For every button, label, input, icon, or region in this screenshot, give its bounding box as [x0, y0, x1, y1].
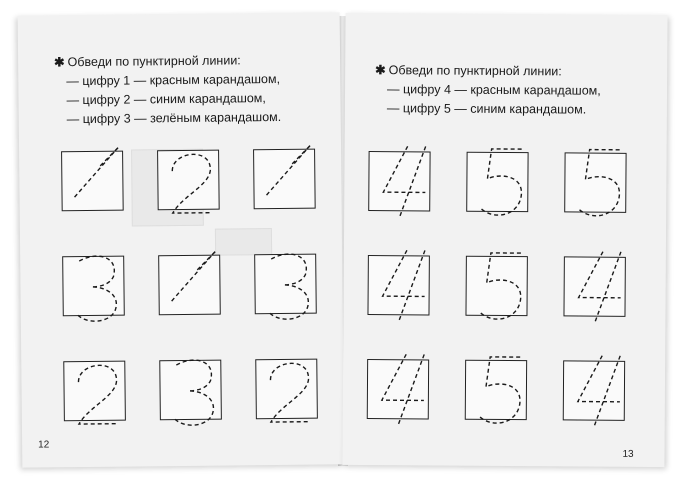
- dashed-stroke: [481, 149, 522, 215]
- page-number: 13: [622, 448, 634, 460]
- dashed-stroke: [174, 360, 213, 425]
- trace-digit-cell-2: [255, 359, 318, 420]
- trace-digit-cell-2: [157, 150, 220, 211]
- dashed-stroke: [578, 356, 620, 402]
- dashed-digit-1[interactable]: [248, 139, 329, 224]
- dashed-stroke: [266, 146, 311, 195]
- star-bullet-icon: ✱: [54, 55, 65, 70]
- trace-digit-cell-4: [563, 256, 625, 316]
- trace-digit-cell-3: [159, 360, 222, 421]
- left-digit-grid: [18, 12, 340, 15]
- instruction-line: — цифру 4 — красным карандашом,: [387, 82, 601, 98]
- dashed-digit-5[interactable]: [461, 143, 542, 228]
- right-page: [342, 13, 667, 467]
- dashed-digit-4[interactable]: [362, 350, 443, 435]
- instruction-line: — цифру 1 — красным карандашом,: [66, 71, 281, 89]
- dashed-stroke: [270, 363, 309, 422]
- trace-digit-cell-5: [564, 152, 626, 212]
- dashed-stroke: [383, 250, 425, 296]
- dashed-digit-2[interactable]: [58, 351, 139, 436]
- right-digit-grid: [346, 13, 668, 15]
- dashed-digit-3[interactable]: [154, 350, 235, 435]
- page-number: 12: [38, 439, 50, 451]
- dashed-digit-5[interactable]: [460, 247, 541, 332]
- left-instructions: [54, 51, 281, 129]
- dashed-digit-4[interactable]: [558, 351, 639, 436]
- instruction-title: ✱ Обведи по пунктирной линии:: [375, 63, 562, 79]
- dashed-stroke: [382, 354, 424, 400]
- trace-digit-cell-5: [466, 152, 528, 212]
- dashed-digit-1[interactable]: [56, 141, 137, 226]
- dashed-stroke: [197, 252, 215, 270]
- instruction-title: ✱ Обведи по пунктирной линии:: [54, 53, 241, 70]
- dashed-stroke: [579, 252, 621, 298]
- dashed-digit-1[interactable]: [153, 245, 234, 330]
- dashed-digit-2[interactable]: [152, 140, 233, 225]
- dashed-stroke: [172, 154, 211, 213]
- trace-digit-cell-2: [63, 361, 126, 422]
- trace-digit-cell-3: [62, 256, 125, 317]
- dashed-digit-2[interactable]: [250, 349, 331, 434]
- trace-digit-cell-1: [61, 151, 124, 212]
- right-instructions: [375, 61, 601, 120]
- dashed-digit-5[interactable]: [460, 351, 541, 436]
- trace-digit-cell-4: [367, 359, 429, 419]
- trace-digit-cell-5: [465, 360, 527, 420]
- dashed-stroke: [383, 146, 425, 192]
- dashed-digit-3[interactable]: [249, 244, 330, 329]
- dashed-stroke: [398, 354, 425, 426]
- dashed-digit-5[interactable]: [559, 143, 640, 228]
- dashed-digit-4[interactable]: [363, 142, 444, 227]
- dashed-digit-3[interactable]: [57, 246, 138, 331]
- dashed-stroke: [579, 150, 620, 216]
- dashed-stroke: [78, 365, 117, 424]
- dashed-stroke: [74, 148, 119, 197]
- dashed-stroke: [77, 256, 116, 321]
- instruction-line: — цифру 3 — зелёным карандашом.: [66, 109, 282, 127]
- dashed-stroke: [480, 253, 521, 319]
- dashed-digit-4[interactable]: [558, 247, 639, 332]
- dashed-stroke: [594, 356, 621, 428]
- star-bullet-icon: ✱: [375, 63, 386, 78]
- trace-digit-cell-3: [254, 254, 317, 315]
- dashed-stroke: [399, 146, 426, 218]
- trace-digit-cell-1: [158, 255, 221, 316]
- trace-digit-cell-1: [253, 149, 316, 210]
- dashed-stroke: [171, 252, 216, 301]
- left-page: [18, 12, 345, 467]
- dashed-stroke: [292, 146, 310, 164]
- dashed-digit-4[interactable]: [362, 246, 443, 331]
- trace-digit-cell-5: [465, 256, 527, 316]
- instruction-line: — цифру 2 — синим карандашом,: [66, 91, 266, 108]
- trace-digit-cell-4: [367, 255, 429, 315]
- dashed-stroke: [398, 250, 425, 322]
- dashed-stroke: [100, 148, 118, 166]
- trace-digit-cell-4: [563, 360, 625, 420]
- dashed-stroke: [269, 254, 308, 319]
- dashed-stroke: [480, 357, 521, 423]
- dashed-stroke: [594, 252, 621, 324]
- instruction-line: — цифру 5 — синим карандашом.: [386, 101, 587, 117]
- trace-digit-cell-4: [368, 151, 430, 211]
